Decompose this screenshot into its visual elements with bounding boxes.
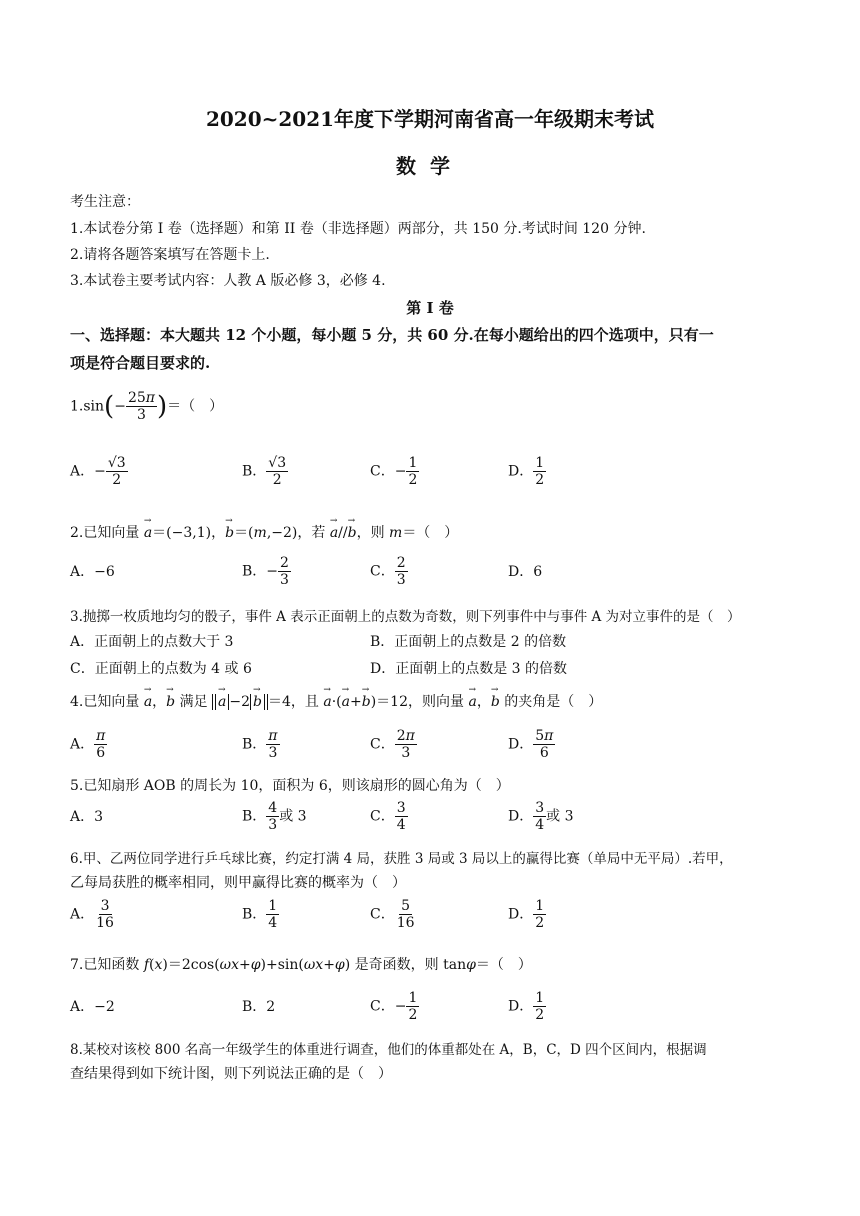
question-4: 4.已知向量 → a，→ b 满足 → a −2→ b ＝4，且 → a·(→ a+→ b)＝12，则向量 → a，→ b 的夹角是（ ） — [70, 691, 602, 711]
question-8-line-2: 查结果得到如下统计图，则下列说法正确的是（ ） — [70, 1066, 392, 1082]
question-1: 1.sin(− $\frac{25\pi}{3}$ )＝（ ） — [70, 390, 224, 424]
question-8-line-1: 8.某校对该校 800 名高一年级学生的体重进行调查，他们的体重都处在 A，B，C，D 四个区间内，根据调 — [70, 1042, 707, 1058]
part-label: 第 I 卷 — [406, 299, 454, 317]
exam-title: 2020~2021年度下学期河南省高一年级期末考试 — [205, 107, 655, 131]
notice-item-3: 3.本试卷主要考试内容：人教 A 版必修 3，必修 4. — [70, 273, 386, 289]
notice-item-1: 1.本试卷分第 I 卷（选择题）和第 II 卷（非选择题）两部分，共 150 分.考试时间 120 分钟. — [70, 221, 646, 237]
q3-option-b: B．正面朝上的点数是 2 的倍数 — [370, 634, 567, 650]
q5-options: A．3 B． $\frac{4}{3}$ 或 3 C． $\frac{3}{4}$ D． $\frac{3}{4}$ 或 3 — [70, 800, 574, 834]
question-3: 3.抛掷一枚质地均匀的骰子，事件 A 表示正面朝上的点数为奇数，则下列事件中与事件 A 为对立事件的是（ ） — [70, 609, 741, 625]
notice-item-2: 2.请将各题答案填写在答题卡上. — [70, 247, 270, 263]
notice-heading: 考生注意： — [70, 194, 140, 210]
question-6-line-2: 乙每局获胜的概率相同，则甲赢得比赛的概率为（ ） — [70, 875, 406, 891]
question-2: 2.已知向量 → a＝(−3,1)，→ b＝(m,−2)，若 → a//→ b，则 m＝（ ） — [70, 522, 458, 542]
question-5: 5.已知扇形 AOB 的周长为 10，面积为 6，则该扇形的圆心角为（ ） — [70, 778, 510, 794]
question-6-line-1: 6.甲、乙两位同学进行乒乓球比赛，约定打满 4 局，获胜 3 局或 3 局以上的赢得比赛（单局中无平局）.若甲， — [70, 851, 733, 867]
section-heading-line-1: 一、选择题：本大题共 12 个小题，每小题 5 分，共 60 分.在每小题给出的四个选项中，只有一 — [70, 326, 714, 344]
section-heading-line-2: 项是符合题目要求的. — [70, 354, 211, 372]
q3-option-a: A．正面朝上的点数大于 3 — [70, 634, 234, 650]
q2-options: A．−6 B．− $\frac{2}{3}$ C． $\frac{2}{3}$ D．6 — [70, 555, 543, 589]
q7-options: A．−2 B．2 C．− $\frac{1}{2}$ D． $\frac{1}{2}$ — [70, 990, 545, 1024]
q4-options: A． $\frac{\pi}{6}$ B． $\frac{\pi}{3}$ C． $\frac{2\pi}{3}$ D． $\frac{5\pi}{6}$ — [70, 728, 554, 762]
question-7: 7.已知函数 f(x)＝2cos(ωx+φ)+sin(ωx+φ) 是奇函数，则 tanφ＝（ ） — [70, 957, 532, 973]
q6-options: A． $\frac{3}{16}$ B． $\frac{1}{4}$ C． $\frac{5}{16}$ D． $\frac{1}{2}$ — [70, 898, 545, 932]
q1-options: A．− $\frac{√3}{2}$ B． $\frac{√3}{2}$ C．− $\frac{1}{2}$ D． $\frac{1}{2}$ — [70, 455, 545, 489]
q3-option-d: D．正面朝上的点数是 3 的倍数 — [370, 661, 568, 677]
subject-title: 数学 — [396, 154, 464, 178]
q3-option-c: C．正面朝上的点数为 4 或 6 — [70, 661, 252, 677]
